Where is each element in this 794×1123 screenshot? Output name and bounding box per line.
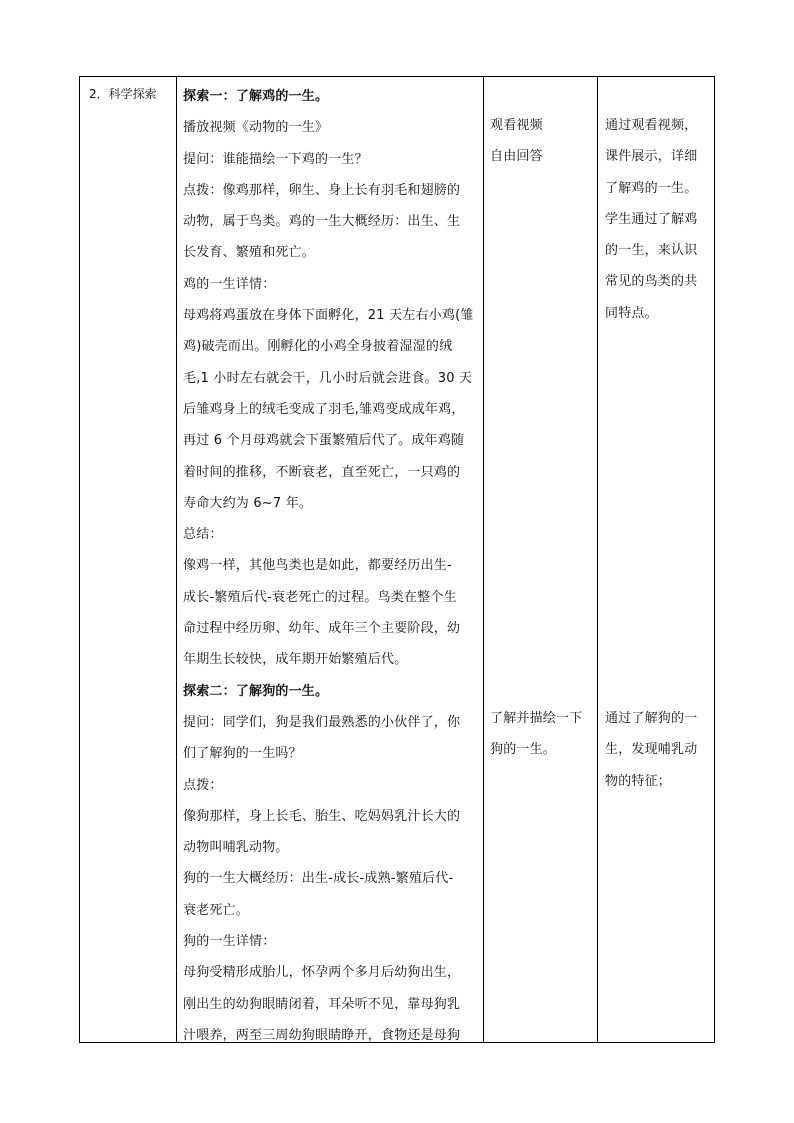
design-intent-line: 学生通过了解鸡 (605, 211, 698, 227)
content-line: 鸡)破壳而出。刚孵化的小鸡全身披着湿湿的绒 (183, 339, 453, 355)
design-intent-line: 通过观看视频， (605, 118, 698, 133)
student-activity-line: 狗的一生。 (490, 742, 557, 758)
content-line: 衰老死亡。 (183, 902, 250, 918)
content-line: 再过 6 个月母鸡就会下蛋繁殖后代了。成年鸡随 (183, 433, 465, 449)
design-intent-line: 课件展示，详细 (605, 149, 698, 165)
content-line: 像鸡一样，其他鸟类也是如此，都要经历出生- (183, 558, 452, 574)
lesson-table (79, 76, 715, 1043)
student-activity-block-1 (490, 110, 543, 173)
content-line: 动物，属于鸟类。鸡的一生大概经历：出生、生 (183, 214, 461, 230)
content-line: 点拨：像鸡那样，卵生、身上长有羽毛和翅膀的 (183, 182, 461, 198)
content-line: 鸡的一生详情： (183, 276, 276, 292)
design-intent-block-2 (605, 703, 697, 797)
design-intent-line: 生，发现哺乳动 (605, 742, 698, 758)
content-line: 动物叫哺乳动物。 (183, 840, 289, 856)
content-line: 刚出生的幼狗眼睛闭着，耳朵听不见，靠母狗乳 (183, 996, 461, 1012)
section-cell (80, 77, 176, 104)
content-line: 狗的一生详情： (183, 934, 276, 950)
content-line: 狗的一生大概经历：出生-成长-成熟-繁殖后代- (183, 871, 454, 887)
content-line: 总结： (183, 527, 223, 543)
content-line: 命过程中经历卵、幼年、成年三个主要阶段，幼 (183, 621, 461, 637)
design-intent-line: 了解鸡的一生。 (605, 180, 698, 196)
design-intent-line: 常见的鸟类的共 (605, 274, 698, 290)
content-line: 汁喂养，两至三周幼狗眼睛睁开，食物还是母狗 (183, 1027, 461, 1043)
design-intent-block-1 (605, 110, 697, 329)
column-divider (597, 77, 598, 1042)
content-line: 探索一：了解鸡的一生。 (183, 89, 329, 104)
content-line: 提问：同学们，狗是我们最熟悉的小伙伴了，你 (183, 714, 461, 730)
column-divider (483, 77, 484, 1042)
content-line: 寿命大约为 6~7 年。 (183, 495, 313, 511)
student-activity-block-2 (490, 703, 582, 766)
student-activity-line: 了解并描绘一下 (490, 711, 583, 726)
student-activity-line: 自由回答 (490, 149, 543, 165)
content-line: 像狗那样，身上长毛、胎生、吃妈妈乳汁长大的 (183, 808, 461, 824)
content-line: 成长-繁殖后代-衰老死亡的过程。鸟类在整个生 (183, 589, 457, 605)
student-activity-line: 观看视频 (490, 118, 543, 133)
design-intent-line: 的一生，来认识 (605, 243, 698, 259)
content-line: 毛,1 小时左右就会干，几小时后就会进食。30 天 (183, 370, 473, 386)
content-line: 播放视频《动物的一生》 (183, 120, 329, 136)
content-cell (176, 77, 483, 1051)
design-intent-line: 同特点。 (605, 305, 658, 321)
content-line: 着时间的推移，不断衰老，直至死亡，一只鸡的 (183, 464, 461, 480)
content-line: 们了解狗的一生吗？ (183, 746, 302, 762)
design-intent-line: 物的特征； (605, 773, 672, 789)
content-line: 母鸡将鸡蛋放在身体下面孵化，21 天左右小鸡(雏 (183, 308, 474, 324)
content-line: 探索二：了解狗的一生。 (183, 683, 329, 699)
content-line: 点拨： (183, 777, 223, 793)
content-line: 年期生长较快，成年期开始繁殖后代。 (183, 652, 408, 668)
section-label: 2．科学探索 (89, 87, 157, 101)
content-line: 长发育、繁殖和死亡。 (183, 245, 316, 261)
content-line: 提问：谁能描绘一下鸡的一生？ (183, 151, 368, 167)
design-intent-line: 通过了解狗的一 (605, 711, 698, 726)
content-line: 后雏鸡身上的绒毛变成了羽毛,雏鸡变成成年鸡， (183, 401, 465, 417)
content-line: 母狗受精形成胎儿，怀孕两个多月后幼狗出生， (183, 965, 461, 981)
